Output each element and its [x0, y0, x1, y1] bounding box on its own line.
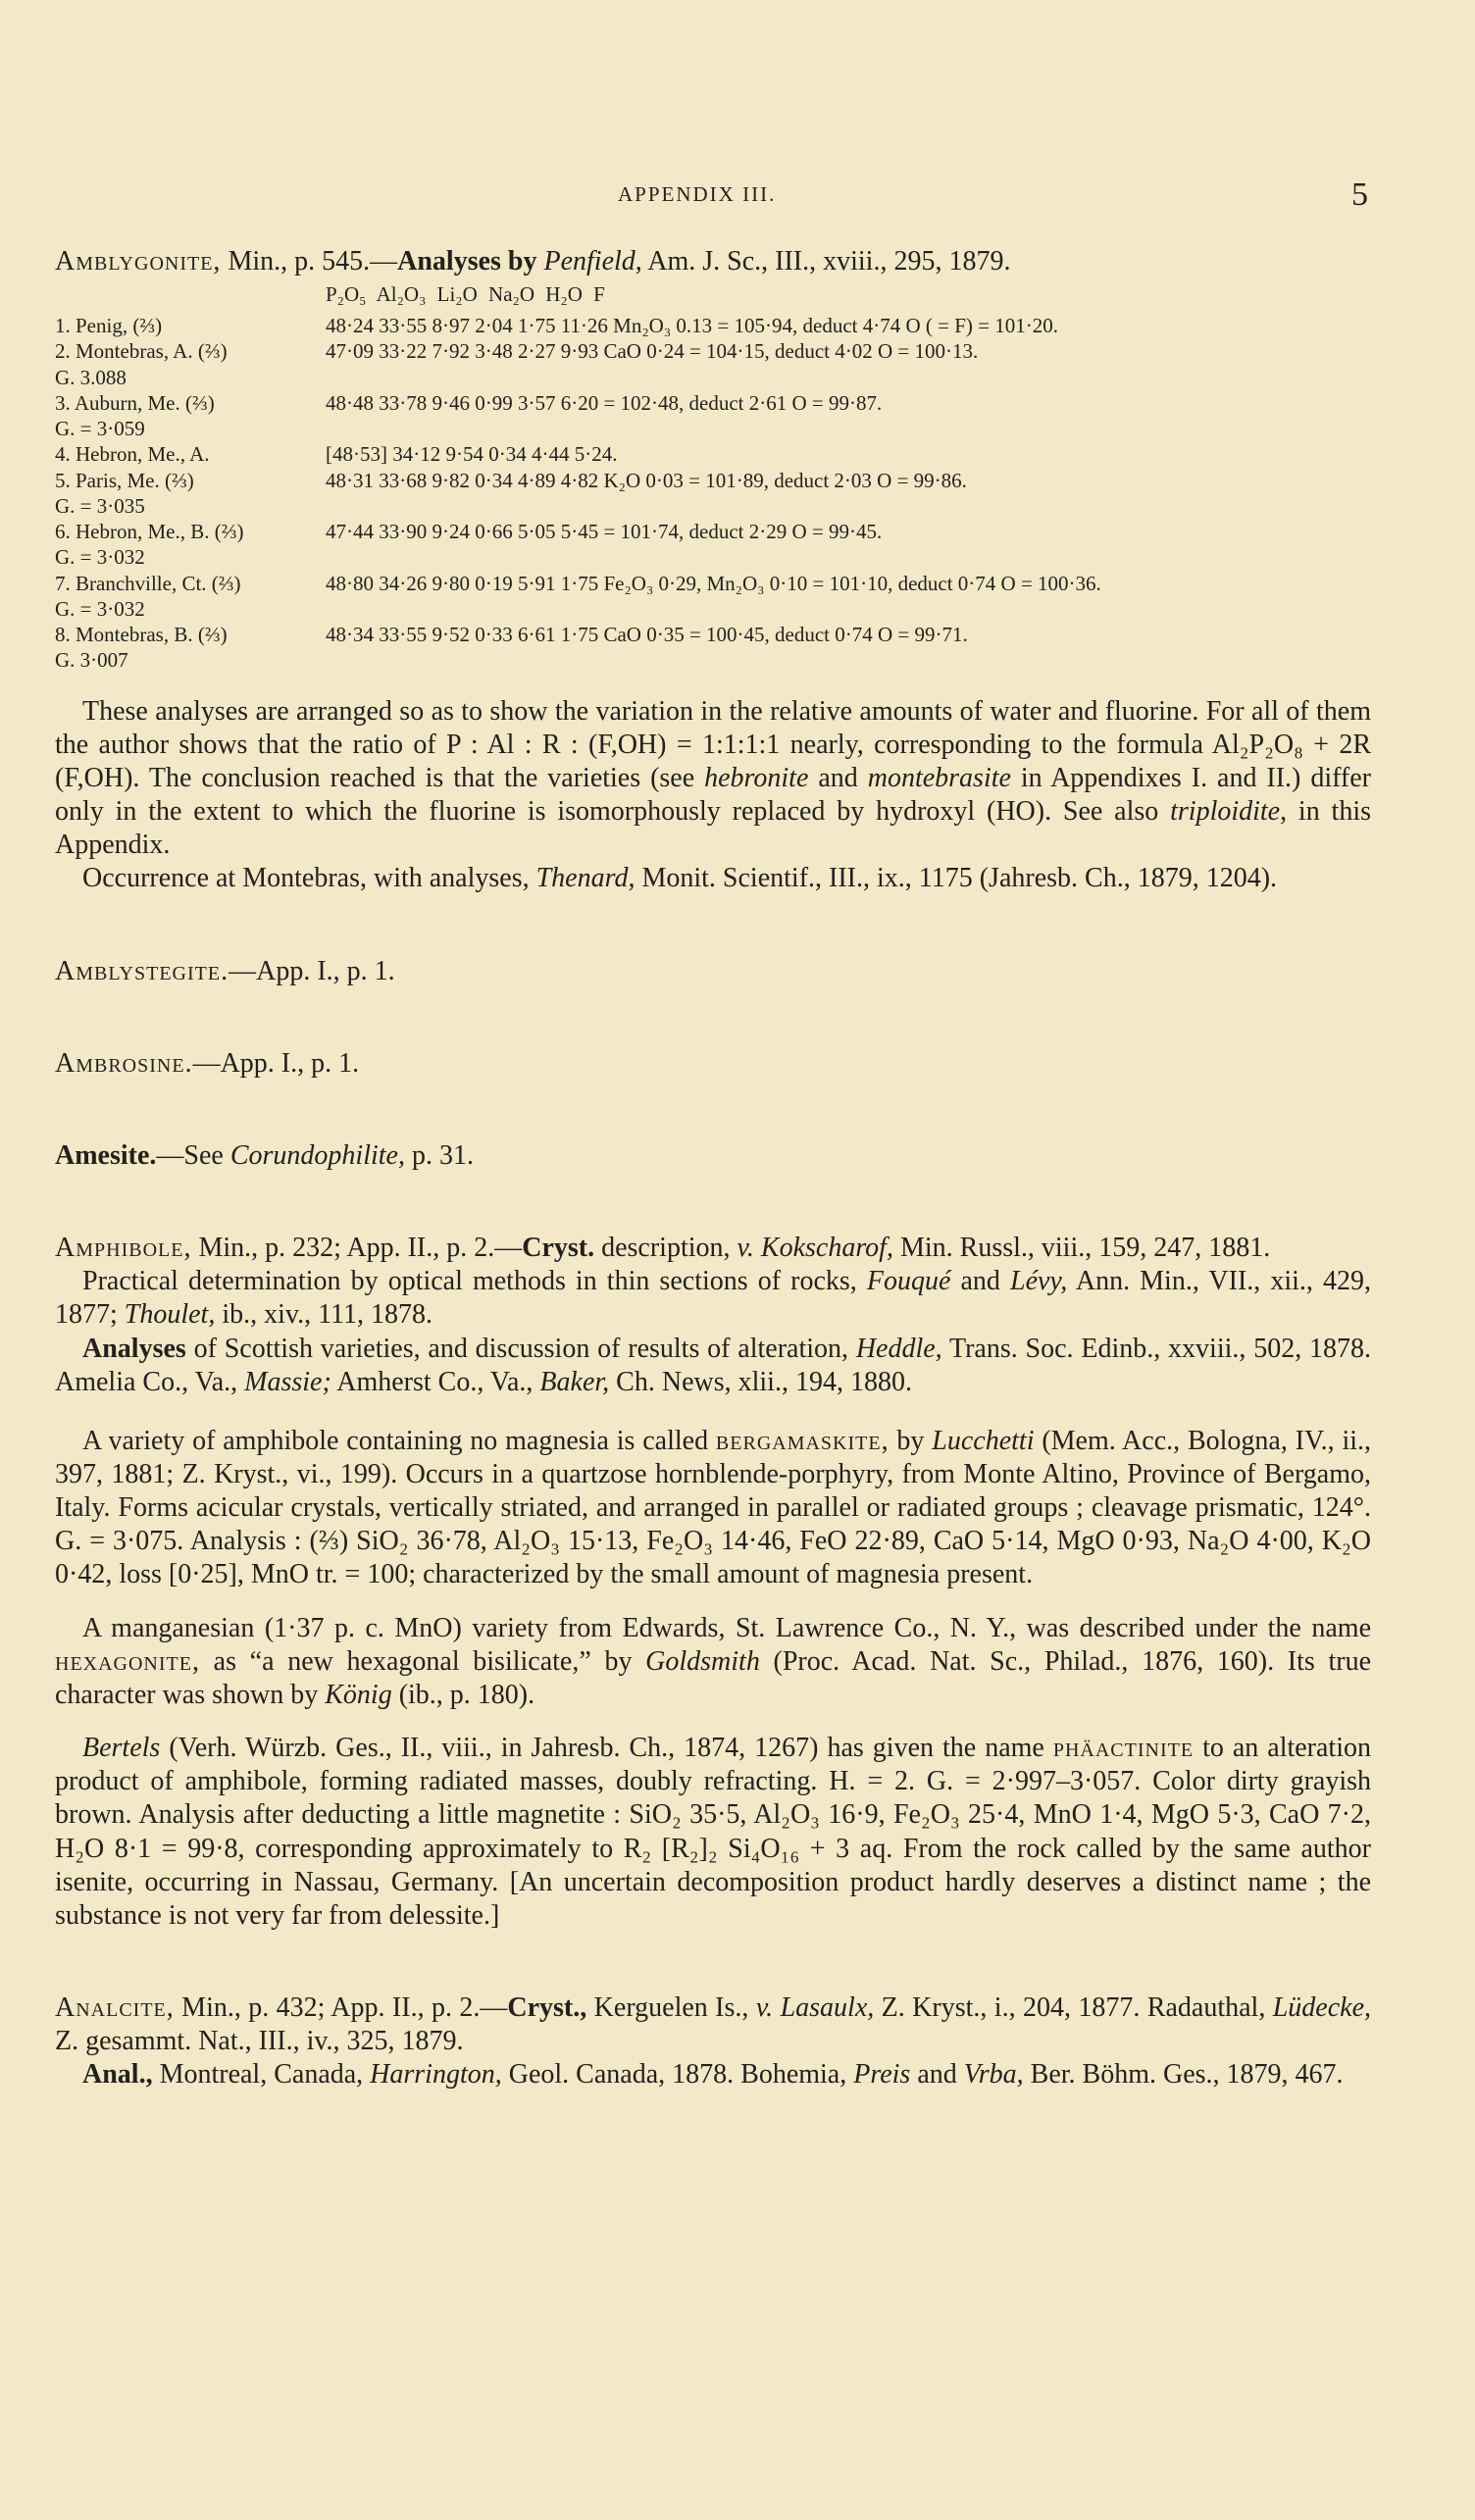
paragraph: Practical determination by optical methods in thin sections of rocks, Fouqué and Lévy, Ann. Min., VII., xii., 429, 1877; Thoulet, ib., xiv., 111, 1878. — [55, 1266, 1371, 1331]
analcite-heading: Analcite, Min., p. 432; App. II., p. 2.—Cryst., Kerguelen Is., v. Lasaulx, Z. Kryst., i., 204, 1877. Radauthal, Lüdecke, Z. gesammt. Nat., III., iv., 325, 1879. — [55, 1992, 1372, 2057]
entry-name: Amphibole, — [55, 1233, 192, 1264]
analysis-table — [55, 313, 1371, 674]
entry-name: Ambrosine. — [55, 1047, 193, 1079]
analysis-columns: P₂O₅ Al₂O₃ Li₂O Na₂O H₂O F — [326, 282, 605, 307]
table-row: 5. Paris, Me. (⅔) 48·31 33·68 9·82 0·34 4·89 4·82 K₂O 0·03 = 101·89, deduct 2·03 O = 99·86. — [55, 468, 967, 492]
entry-name: Amesite. — [55, 1139, 157, 1171]
gravity-row: G. 3·007 — [55, 648, 128, 673]
running-header: APPENDIX III. — [618, 182, 777, 206]
amesite-entry: Amesite.—See Corundophilite, p. 31. — [55, 1139, 474, 1171]
ambrosine-entry: Ambrosine.—App. I., p. 1. — [55, 1047, 360, 1079]
table-row: 3. Auburn, Me. (⅔) 48·48 33·78 9·46 0·99 3·57 6·20 = 102·48, deduct 2·61 O = 99·87. — [55, 390, 883, 415]
table-row: 8. Montebras, B. (⅔) 48·34 33·55 9·52 0·33 6·61 1·75 CaO 0·35 = 100·45, deduct 0·74 O = 99·71. — [55, 623, 968, 647]
paragraph: Occurrence at Montebras, with analyses, Thenard, Monit. Scientif., III., ix., 1175 (Jahresb. Ch., 1879, 1204). — [82, 863, 1278, 894]
table-row: 2. Montebras, A. (⅔) 47·09 33·22 7·92 3·48 2·27 9·93 CaO 0·24 = 104·15, deduct 4·02 O = 100·13. — [55, 339, 979, 364]
gravity-row: G. = 3·032 — [55, 545, 145, 570]
entry-name: Amblystegite. — [55, 955, 229, 986]
entry-name: Analcite, — [55, 1992, 175, 2024]
main-text — [55, 245, 1371, 2092]
paragraph: Anal., Montreal, Canada, Harrington, Geol. Canada, 1878. Bohemia, Preis and Vrba, Ber. Böhm. Ges., 1879, 467. — [82, 2059, 1344, 2091]
table-row: 4. Hebron, Me., A. [48·53] 34·12 9·54 0·34 4·44 5·24. — [55, 442, 618, 467]
page-number: 5 — [1351, 176, 1368, 213]
gravity-row: G. 3.088 — [55, 365, 127, 389]
entry-name: Amblygonite, — [55, 246, 222, 277]
paragraph: These analyses are arranged so as to show the variation in the relative amounts of water and fluorine. For all of them the author shows that the ratio of P : Al : R : (F,OH) = 1:1:1:1 nearly, corresponding to the formula Al₂P₂O₈ + 2R (F,OH). The conclusion reached is that the varieties (see hebronite and montebrasite in Appendixes I. and II.) differ only in the extent to which the fluorine is isomorphously replaced by hydroxyl (HO). See also triploidite, in this Appendix. — [55, 695, 1372, 861]
paragraph: Bertels (Verh. Würzb. Ges., II., viii., in Jahresb. Ch., 1874, 1267) has given the name phäactinite to an alteration product of amphibole, forming radiated masses, doubly refracting. H. = 2. G. = 2·997–3·057. Color dirty grayish brown. Analysis after deducting a little magnetite : SiO₂ 35·5, Al₂O₃ 16·9, Fe₂O₃ 25·4, MnO 1·4, MgO 5·3, CaO 7·2, H₂O 8·1 = 99·8, corresponding approximately to R₂ [R₂]₂ Si₄O₁₆ + 3 aq. From the rock called by the same author isenite, occurring in Nassau, Germany. [An uncertain decomposition product hardly deserves a distinct name ; the substance is not very far from delessite.] — [55, 1733, 1371, 1931]
amblystegite-entry: Amblystegite.—App. I., p. 1. — [55, 955, 395, 986]
amphibole-heading: Amphibole, Min., p. 232; App. II., p. 2.—Cryst. description, v. Kokscharof, Min. Russl., viii., 159, 247, 1881. — [55, 1233, 1271, 1264]
paragraph: A variety of amphibole containing no magnesia is called bergamaskite, by Lucchetti (Mem. Acc., Bologna, IV., ii., 397, 1881; Z. Kryst., vi., 199). Occurs in a quartzose hornblende-porphyry, from Monte Altino, Province of Bergamo, Italy. Forms acicular crystals, vertically striated, and arranged in parallel or radiated groups ; cleavage prismatic, 124°. G. = 3·075. Analysis : (⅔) SiO₂ 36·78, Al₂O₃ 15·13, Fe₂O₃ 14·46, FeO 22·89, CaO 5·14, MgO 0·93, Na₂O 4·00, K₂O 0·42, loss [0·25], MnO tr. = 100; characterized by the small amount of magnesia present. — [55, 1425, 1372, 1590]
gravity-row: G. = 3·035 — [55, 493, 145, 518]
paragraph: Analyses of Scottish varieties, and discussion of results of alteration, Heddle, Trans. Soc. Edinb., xxviii., 502, 1878. Amelia Co., Va., Massie; Amherst Co., Va., Baker, Ch. News, xlii., 194, 1880. — [55, 1333, 1371, 1397]
amblygonite-heading: Amblygonite, Min., p. 545.—Analyses by Penfield, Am. J. Sc., III., xviii., 295, 1879. — [55, 246, 1011, 277]
gravity-row: G. = 3·059 — [55, 417, 145, 441]
gravity-row: G. = 3·032 — [55, 596, 145, 621]
table-row: 6. Hebron, Me., B. (⅔) 47·44 33·90 9·24 0·66 5·05 5·45 = 101·74, deduct 2·29 O = 99·45. — [55, 520, 883, 544]
table-row: 1. Penig, (⅔) 48·24 33·55 8·97 2·04 1·75 11·26 Mn₂O₃ 0.13 = 105·94, deduct 4·74 O ( = F) = 101·20. — [55, 314, 1058, 338]
table-row: 7. Branchville, Ct. (⅔) 48·80 34·26 9·80 0·19 5·91 1·75 Fe₂O₃ 0·29, Mn₂O₃ 0·10 = 101·10, deduct 0·74 O = 100·36. — [55, 571, 1101, 595]
paragraph: A manganesian (1·37 p. c. MnO) variety from Edwards, St. Lawrence Co., N. Y., was described under the name hexagonite, as “a new hexagonal bisilicate,” by Goldsmith (Proc. Acad. Nat. Sc., Philad., 1876, 160). Its true character was shown by König (ib., p. 180). — [55, 1612, 1371, 1710]
